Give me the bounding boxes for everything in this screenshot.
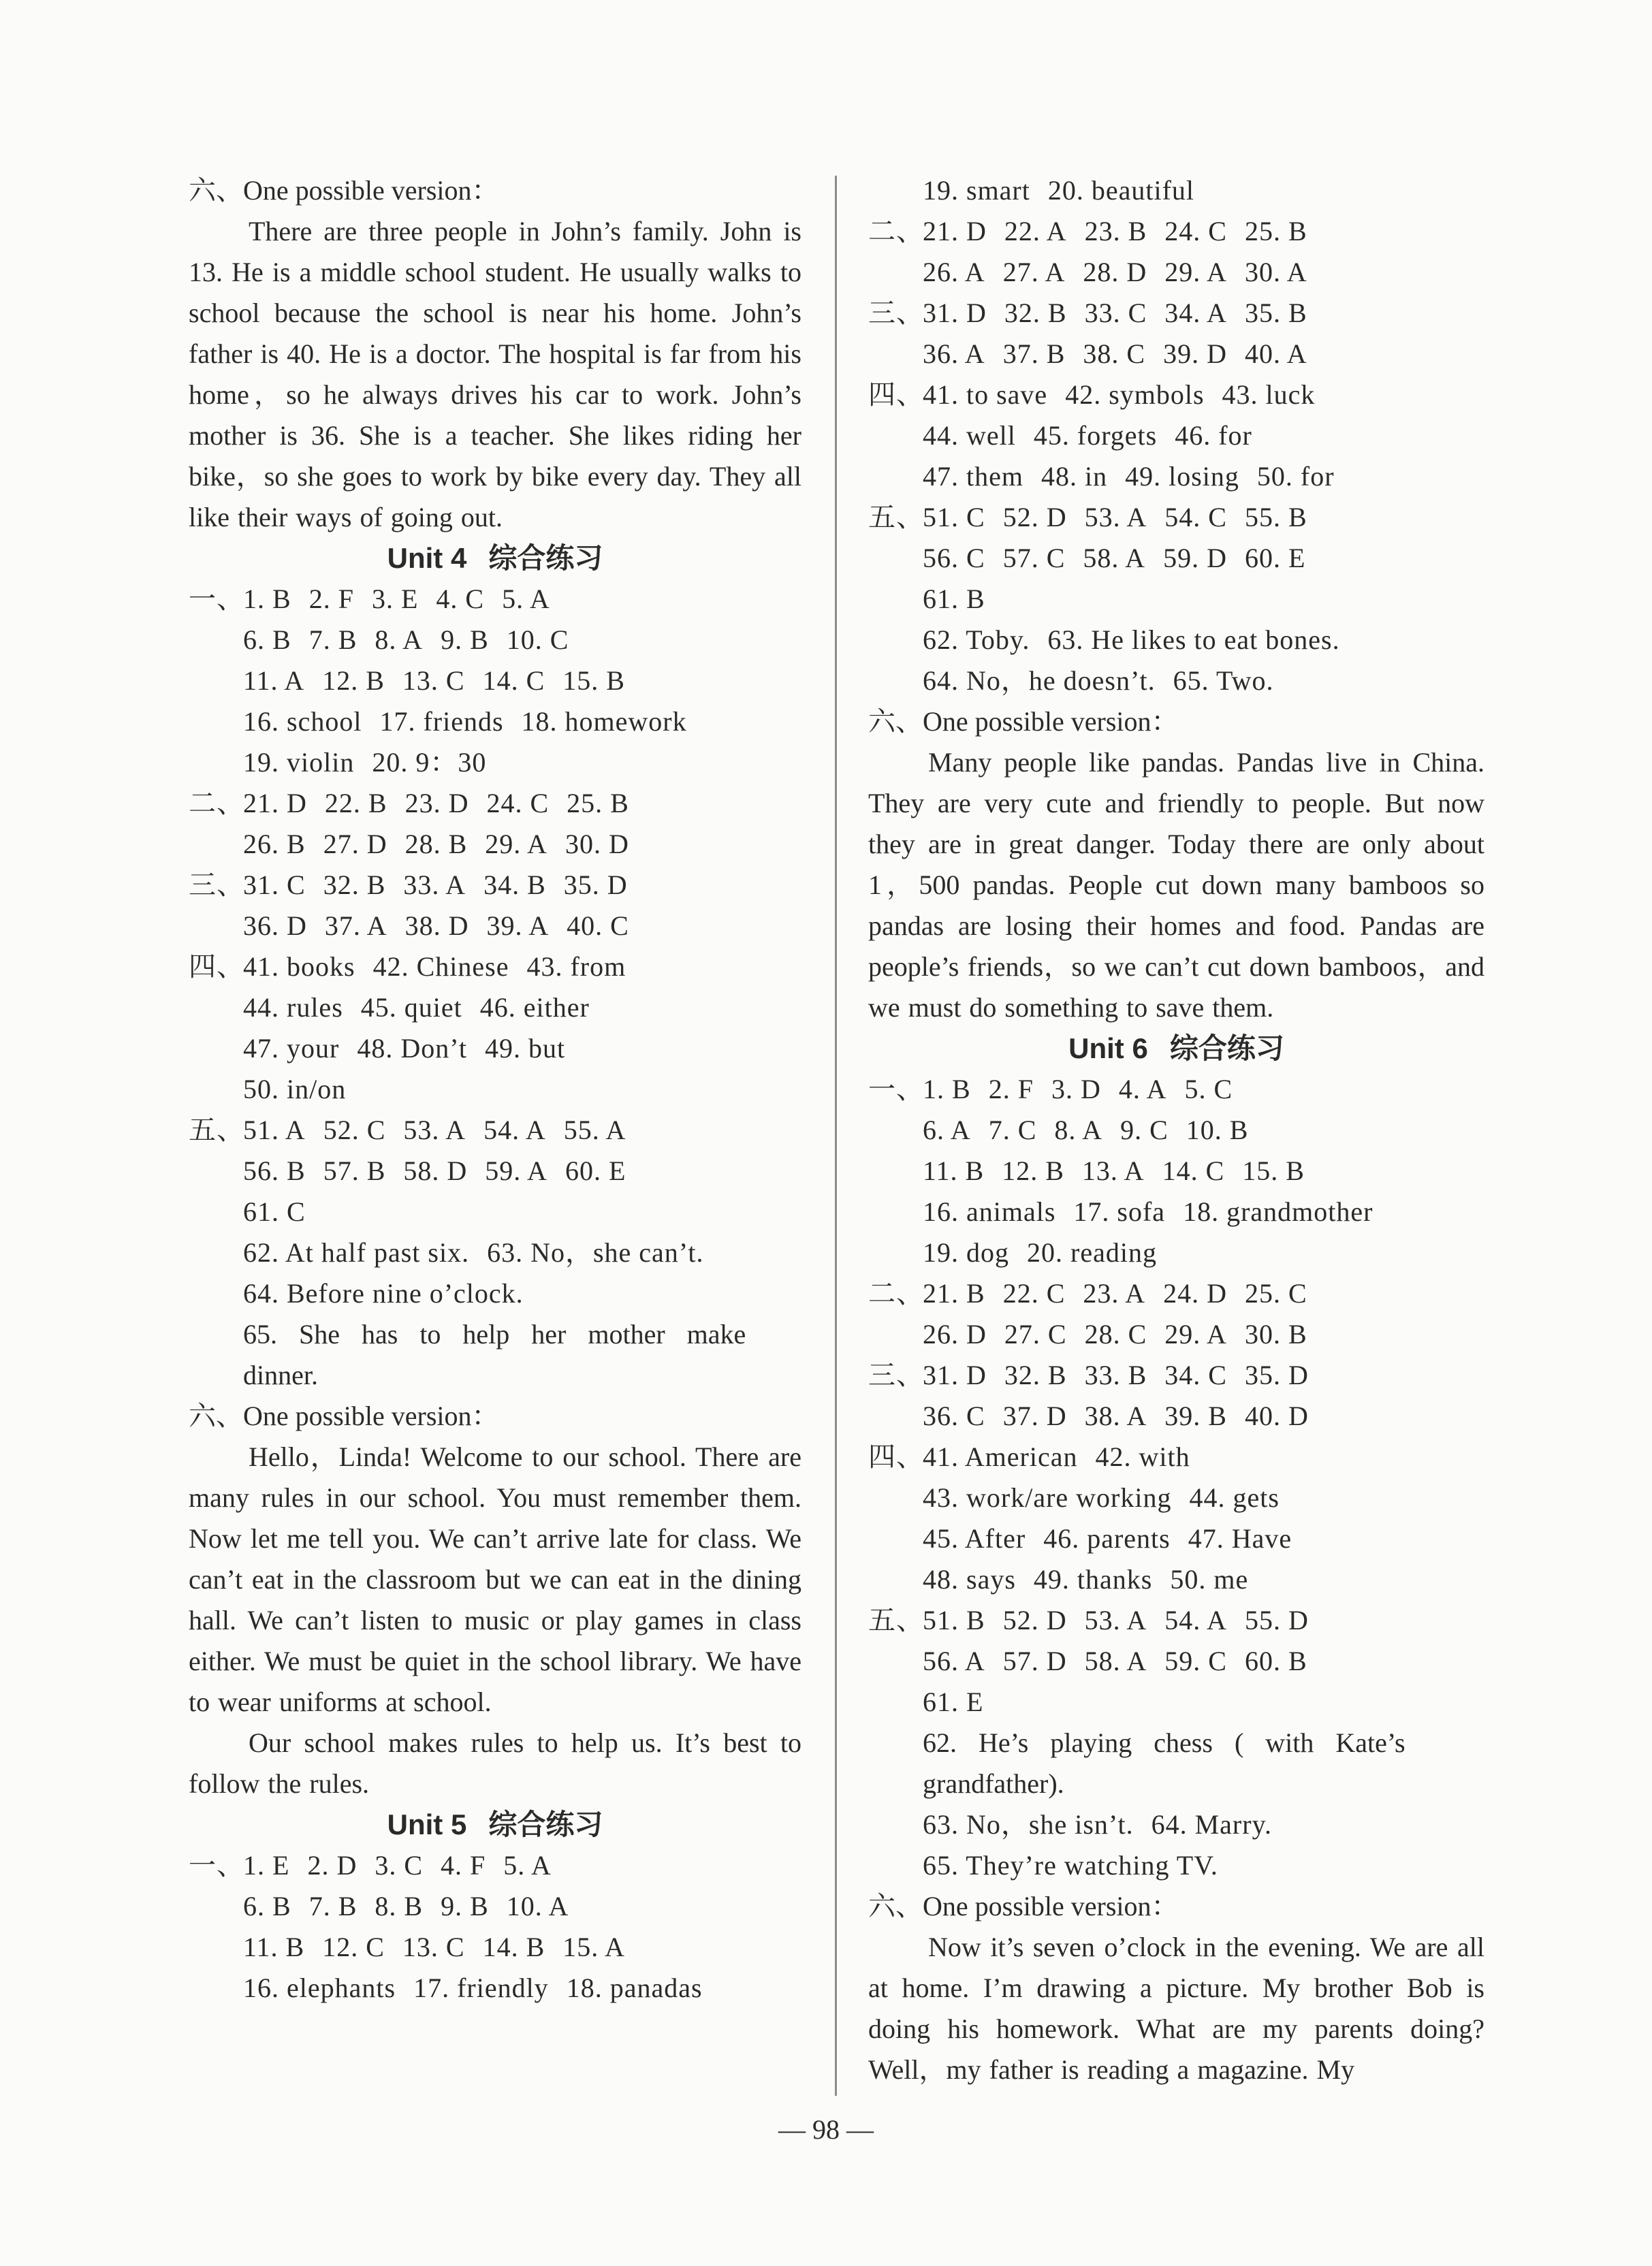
answer-line bbox=[189, 1069, 801, 1110]
answer-line bbox=[189, 742, 801, 783]
answer-item: 27. D bbox=[323, 829, 387, 859]
answer-item: 33. C bbox=[1084, 298, 1147, 328]
answer-item: 12. B bbox=[1002, 1155, 1064, 1186]
answer-item: 7. B bbox=[308, 1891, 358, 1921]
answer-item: 56. B bbox=[243, 1155, 306, 1186]
answer-line bbox=[868, 1641, 1484, 1682]
answer-line bbox=[868, 1600, 1484, 1641]
section-marker: 三、 bbox=[868, 298, 924, 328]
section-marker: 二、 bbox=[868, 1278, 924, 1309]
answer-item: 48. in bbox=[1041, 461, 1108, 492]
answer-item: 29. A bbox=[1164, 257, 1227, 287]
answer-item: 57. D bbox=[1002, 1646, 1067, 1676]
sample-essay-unit6 bbox=[868, 1927, 1484, 2090]
answer-item: 15. B bbox=[1242, 1155, 1305, 1186]
answer-item: 34. B bbox=[483, 869, 546, 900]
answer-item: 14. B bbox=[482, 1932, 545, 1962]
answer-line bbox=[868, 252, 1484, 293]
sample-essay-unit4 bbox=[189, 1437, 801, 1804]
answer-line bbox=[189, 579, 801, 620]
answer-item: 63. No，she can’t. bbox=[487, 1237, 704, 1268]
answer-item: 25. B bbox=[567, 788, 629, 818]
answer-line bbox=[868, 1559, 1484, 1600]
answer-item: 44. rules bbox=[243, 992, 343, 1023]
answer-item: 19. violin bbox=[243, 747, 355, 778]
answer-item: 37. D bbox=[1002, 1401, 1067, 1431]
answer-item: 45. After bbox=[923, 1523, 1026, 1554]
answer-item: 64. No，he doesn’t. bbox=[923, 665, 1156, 696]
answer-item: 39. D bbox=[1163, 338, 1227, 369]
answer-item: 41. American bbox=[923, 1441, 1078, 1472]
answer-line bbox=[189, 1968, 801, 2009]
section-marker: 一、 bbox=[868, 1074, 924, 1104]
answer-item: 60. B bbox=[1244, 1646, 1307, 1676]
answer-item: 11. B bbox=[923, 1155, 985, 1186]
answer-item: 35. B bbox=[1244, 298, 1307, 328]
section-6-heading: 六、One possible version： bbox=[868, 706, 1179, 737]
answer-item: 50. for bbox=[1256, 461, 1335, 492]
answer-line bbox=[868, 579, 1484, 620]
answer-item: 47. Have bbox=[1188, 1523, 1292, 1554]
answer-line bbox=[189, 1151, 801, 1192]
answer-item: 38. A bbox=[1084, 1401, 1147, 1431]
answer-item: 61. C bbox=[243, 1196, 306, 1227]
unit5-title bbox=[189, 1804, 801, 1845]
answer-line bbox=[868, 1110, 1484, 1151]
answer-item: 18. grandmother bbox=[1183, 1196, 1373, 1227]
answer-item: 62. At half past six. bbox=[243, 1237, 470, 1268]
answer-item: 41. to save bbox=[923, 379, 1048, 410]
answer-item: 63. He likes to eat bones. bbox=[1047, 624, 1340, 655]
answer-item: 10. B bbox=[1186, 1115, 1249, 1145]
answer-line bbox=[189, 783, 801, 824]
answer-item: 28. D bbox=[1083, 257, 1147, 287]
answer-item: 18. panadas bbox=[566, 1973, 703, 2003]
answer-item: 51. B bbox=[923, 1605, 985, 1635]
answer-item: 57. B bbox=[323, 1155, 386, 1186]
answer-item: 26. B bbox=[243, 829, 306, 859]
answer-line bbox=[868, 538, 1484, 579]
answer-line bbox=[868, 374, 1484, 415]
answer-item: 1. B bbox=[243, 584, 291, 614]
answer-line bbox=[868, 1232, 1484, 1273]
answer-item: 44. well bbox=[923, 420, 1016, 451]
answer-line bbox=[868, 1151, 1484, 1192]
answer-item: 9. B bbox=[441, 624, 489, 655]
answer-item: 53. A bbox=[1084, 1605, 1147, 1635]
answer-line bbox=[189, 660, 801, 701]
answer-item: 40. A bbox=[1244, 338, 1307, 369]
essay-text: Now it’s seven o’clock in the evening. We are all at home. I’m drawing a picture. My brother Bob is doing his homework. What are my parents doing? Well，my father is reading a magazine. My bbox=[868, 1932, 1484, 2085]
answer-item: 19. smart bbox=[923, 175, 1030, 206]
section-marker: 五、 bbox=[868, 1605, 924, 1635]
answer-line bbox=[868, 211, 1484, 252]
answer-item: 6. B bbox=[243, 1891, 291, 1921]
answer-line bbox=[189, 1232, 801, 1273]
answer-item: 38. D bbox=[404, 910, 469, 941]
answer-item: 51. A bbox=[243, 1115, 306, 1145]
answer-item: 59. A bbox=[485, 1155, 547, 1186]
answer-item: 27. C bbox=[1004, 1319, 1067, 1350]
answer-item: 29. A bbox=[1164, 1319, 1227, 1350]
section-marker: 五、 bbox=[868, 502, 924, 532]
answer-item: 43. work/are working bbox=[923, 1482, 1172, 1513]
answer-item: 21. D bbox=[923, 216, 987, 246]
answer-line bbox=[868, 1192, 1484, 1232]
answer-line bbox=[868, 620, 1484, 660]
answer-item: 64. Before nine o’clock. bbox=[243, 1278, 524, 1309]
answer-item: 9. B bbox=[441, 1891, 489, 1921]
answer-line bbox=[189, 1192, 801, 1232]
section-marker: 四、 bbox=[868, 379, 924, 410]
section-6-heading: 六、One possible version： bbox=[189, 1401, 499, 1431]
section-6-heading: 六、One possible version： bbox=[868, 1891, 1179, 1921]
answer-item: 41. books bbox=[243, 951, 355, 982]
answer-item: 61. B bbox=[923, 584, 985, 614]
answer-item: 16. school bbox=[243, 706, 362, 737]
answer-item: 11. B bbox=[243, 1932, 305, 1962]
answer-item: 55. A bbox=[563, 1115, 626, 1145]
answer-line bbox=[868, 1437, 1484, 1478]
answer-item: 46. parents bbox=[1043, 1523, 1171, 1554]
answer-item: 3. C bbox=[375, 1850, 424, 1881]
answer-item: 49. but bbox=[484, 1033, 566, 1064]
answer-item: 54. A bbox=[1164, 1605, 1227, 1635]
answer-line bbox=[868, 170, 1484, 211]
answer-item: 15. A bbox=[562, 1932, 625, 1962]
answer-item: 11. A bbox=[243, 665, 305, 696]
answer-item: 1. E bbox=[243, 1850, 290, 1881]
answer-item: 62. Toby. bbox=[923, 624, 1030, 655]
answer-item: 2. F bbox=[308, 584, 354, 614]
answer-item: 5. A bbox=[502, 584, 550, 614]
sample-essay-unit3 bbox=[189, 211, 801, 538]
answer-item: 28. C bbox=[1084, 1319, 1147, 1350]
answer-item: 3. D bbox=[1051, 1074, 1101, 1104]
answer-line bbox=[868, 1273, 1484, 1314]
answer-item: 35. D bbox=[1244, 1360, 1309, 1390]
essay-paragraph: Hello，Linda! Welcome to our school. There are many rules in our school. You must remember them. Now let me tell you. We can’t arrive late for class. We can’t eat in the classroom but we can eat in the dining hall. We can’t listen to music or play games in class either. We must be quiet in the school library. We have to wear uniforms at school. bbox=[189, 1441, 801, 1717]
answer-item: 35. D bbox=[563, 869, 628, 900]
answer-item: 20. beautiful bbox=[1047, 175, 1195, 206]
section-marker: 四、 bbox=[868, 1441, 924, 1472]
answer-item: 50. me bbox=[1170, 1564, 1249, 1595]
answer-item: 52. D bbox=[1002, 1605, 1067, 1635]
answer-line bbox=[189, 1110, 801, 1151]
answer-line bbox=[189, 1927, 801, 1968]
answer-line bbox=[189, 1028, 801, 1069]
answer-item: 51. C bbox=[923, 502, 985, 532]
answer-line: 62. He’s playing chess ( with Kate’s bbox=[923, 1727, 1405, 1758]
answer-item: 16. elephants bbox=[243, 1973, 396, 2003]
sample-essay-unit5 bbox=[868, 742, 1484, 1028]
answer-item: 56. A bbox=[923, 1646, 985, 1676]
answer-item: 32. B bbox=[323, 869, 386, 900]
answer-item: 22. B bbox=[324, 788, 387, 818]
answer-item: 23. A bbox=[1083, 1278, 1146, 1309]
answer-line bbox=[189, 1273, 801, 1314]
answer-item: 26. A bbox=[923, 257, 985, 287]
answer-item: 23. B bbox=[1084, 216, 1147, 246]
section-marker: 一、 bbox=[189, 1850, 244, 1881]
answer-item: 37. A bbox=[324, 910, 387, 941]
answer-item: 19. dog bbox=[923, 1237, 1009, 1268]
answer-item: 24. C bbox=[1164, 216, 1227, 246]
answer-item: 50. in/on bbox=[243, 1074, 347, 1104]
answer-item: 17. friends bbox=[379, 706, 504, 737]
answer-item: 58. A bbox=[1083, 543, 1146, 573]
answer-item: 39. A bbox=[486, 910, 550, 941]
answer-item: 14. C bbox=[1162, 1155, 1225, 1186]
answer-item: 18. homework bbox=[521, 706, 687, 737]
answer-item: 60. E bbox=[565, 1155, 626, 1186]
answer-line bbox=[189, 824, 801, 865]
answer-item: 8. A bbox=[1054, 1115, 1103, 1145]
answer-line bbox=[868, 1478, 1484, 1518]
answer-item: 46. either bbox=[479, 992, 590, 1023]
answer-item: 49. losing bbox=[1125, 461, 1239, 492]
page-number: — 98 — bbox=[778, 2114, 874, 2145]
unit6-title bbox=[868, 1028, 1484, 1069]
answer-item: 4. A bbox=[1118, 1074, 1167, 1104]
section-marker: 二、 bbox=[189, 788, 244, 818]
section-marker: 一、 bbox=[189, 584, 244, 614]
answer-line bbox=[868, 497, 1484, 538]
answer-item: 42. symbols bbox=[1065, 379, 1205, 410]
answer-line bbox=[189, 701, 801, 742]
answer-item: 36. D bbox=[243, 910, 307, 941]
answer-item: 31. C bbox=[243, 869, 306, 900]
answer-item: 43. from bbox=[526, 951, 626, 982]
answer-item: 33. A bbox=[403, 869, 466, 900]
right-column bbox=[868, 170, 1484, 2090]
answer-item: 21. B bbox=[923, 1278, 985, 1309]
answer-item: 9. C bbox=[1120, 1115, 1169, 1145]
answer-item: 53. A bbox=[403, 1115, 466, 1145]
answer-item: 33. B bbox=[1084, 1360, 1147, 1390]
answer-item: 25. B bbox=[1244, 216, 1307, 246]
section-marker: 四、 bbox=[189, 951, 244, 982]
answer-item: 58. A bbox=[1084, 1646, 1147, 1676]
answer-item: 65. They’re watching TV. bbox=[923, 1850, 1218, 1881]
answer-item: 30. B bbox=[1244, 1319, 1307, 1350]
unit-label: Unit 5 bbox=[387, 1808, 467, 1840]
answer-line bbox=[868, 1314, 1484, 1355]
answer-line bbox=[868, 1682, 1484, 1723]
answer-item: 31. D bbox=[923, 1360, 987, 1390]
answer-item: 59. C bbox=[1164, 1646, 1227, 1676]
answer-item: 32. B bbox=[1004, 298, 1067, 328]
answer-item: 15. B bbox=[562, 665, 625, 696]
answer-item: 13. C bbox=[402, 1932, 465, 1962]
answer-item: 22. C bbox=[1002, 1278, 1066, 1309]
essay-text: There are three people in John’s family. John is 13. He is a middle school student. He usually walks to school because the school is near his home. John’s father is 40. He is a doctor. The hospital is far from his home，so he always drives his car to work. John’s mother is 36. She is a teacher. She likes riding her bike，so she goes to work by bike every day. They all like their ways of going out. bbox=[189, 216, 801, 532]
answer-item: 53. A bbox=[1084, 502, 1147, 532]
unit-subtitle: 综合练习 bbox=[1169, 1032, 1284, 1064]
answer-item: 10. A bbox=[506, 1891, 569, 1921]
answer-item: 21. D bbox=[243, 788, 307, 818]
answer-item: 57. C bbox=[1002, 543, 1066, 573]
answer-item: 42. with bbox=[1095, 1441, 1190, 1472]
answer-line bbox=[868, 456, 1484, 497]
answer-item: 26. D bbox=[923, 1319, 987, 1350]
answer-item: 4. F bbox=[441, 1850, 486, 1881]
answer-line bbox=[189, 1845, 801, 1886]
answer-item: 4. C bbox=[436, 584, 485, 614]
unit-label: Unit 4 bbox=[387, 542, 467, 574]
answer-item: 43. luck bbox=[1222, 379, 1316, 410]
answer-line bbox=[868, 334, 1484, 374]
answer-item: 45. forgets bbox=[1033, 420, 1158, 451]
section-6-heading: 六、One possible version： bbox=[189, 175, 499, 206]
answer-item: 55. D bbox=[1244, 1605, 1309, 1635]
answer-item: 39. B bbox=[1164, 1401, 1227, 1431]
answer-item: 64. Marry. bbox=[1151, 1809, 1272, 1840]
answer-item: 56. C bbox=[923, 543, 985, 573]
answer-item: 42. Chinese bbox=[372, 951, 509, 982]
section-marker: 二、 bbox=[868, 216, 924, 246]
answer-line bbox=[189, 906, 801, 946]
answer-item: 2. F bbox=[988, 1074, 1034, 1104]
unit-subtitle: 综合练习 bbox=[488, 542, 603, 574]
unit4-title bbox=[189, 538, 801, 579]
answer-item: 8. A bbox=[375, 624, 424, 655]
answer-item: 25. C bbox=[1244, 1278, 1307, 1309]
answer-item: 38. C bbox=[1083, 338, 1146, 369]
answer-item: 61. E bbox=[923, 1687, 984, 1717]
answer-item: 24. C bbox=[486, 788, 550, 818]
answer-line bbox=[868, 415, 1484, 456]
answer-item: 14. C bbox=[482, 665, 545, 696]
unit-subtitle: 综合练习 bbox=[488, 1808, 603, 1840]
answer-item: 10. C bbox=[506, 624, 569, 655]
answer-item: 48. Don’t bbox=[357, 1033, 467, 1064]
answer-line bbox=[868, 1355, 1484, 1396]
answer-line bbox=[868, 1069, 1484, 1110]
answer-item: 17. sofa bbox=[1073, 1196, 1166, 1227]
answer-item: 31. D bbox=[923, 298, 987, 328]
answer-item: 46. for bbox=[1175, 420, 1252, 451]
answer-item: 65. Two. bbox=[1173, 665, 1274, 696]
answer-line bbox=[868, 1845, 1484, 1886]
column-divider bbox=[835, 176, 837, 2096]
answer-item: 27. A bbox=[1002, 257, 1066, 287]
answer-item: 55. B bbox=[1244, 502, 1307, 532]
answer-item: 36. A bbox=[923, 338, 985, 369]
unit-label: Unit 6 bbox=[1068, 1032, 1148, 1064]
answer-item: 28. B bbox=[404, 829, 468, 859]
answer-line bbox=[868, 1518, 1484, 1559]
answer-item: 49. thanks bbox=[1033, 1564, 1153, 1595]
answer-line: dinner. bbox=[243, 1360, 318, 1390]
answer-item: 2. D bbox=[307, 1850, 358, 1881]
answer-item: 20. reading bbox=[1027, 1237, 1157, 1268]
section-marker: 三、 bbox=[189, 869, 244, 900]
answer-item: 52. C bbox=[323, 1115, 386, 1145]
answer-item: 29. A bbox=[485, 829, 547, 859]
answer-item: 37. B bbox=[1002, 338, 1066, 369]
answer-line bbox=[868, 1396, 1484, 1437]
answer-item: 52. D bbox=[1002, 502, 1067, 532]
answer-item: 30. A bbox=[1244, 257, 1307, 287]
answer-item: 40. C bbox=[567, 910, 629, 941]
answer-item: 5. A bbox=[503, 1850, 552, 1881]
answer-item: 20. 9：30 bbox=[372, 747, 487, 778]
answer-item: 8. B bbox=[375, 1891, 424, 1921]
answer-item: 47. your bbox=[243, 1033, 340, 1064]
answer-line bbox=[189, 946, 801, 987]
answer-item: 12. C bbox=[322, 1932, 385, 1962]
answer-item: 40. D bbox=[1244, 1401, 1309, 1431]
essay-text: Many people like pandas. Pandas live in China. They are very cute and friendly to people. But now they are in great danger. Today there are only about 1，500 pandas. People cut down many bamboos so pandas are losing their homes and food. Pandas are people’s friends，so we can’t cut down bamboos，and we must do something to save them. bbox=[868, 747, 1484, 1023]
answer-item: 7. B bbox=[308, 624, 358, 655]
answer-item: 16. animals bbox=[923, 1196, 1056, 1227]
section-marker: 五、 bbox=[189, 1115, 244, 1145]
answer-item: 13. A bbox=[1081, 1155, 1145, 1186]
answer-item: 60. E bbox=[1244, 543, 1306, 573]
answer-item: 47. them bbox=[923, 461, 1023, 492]
answer-item: 48. says bbox=[923, 1564, 1016, 1595]
answer-line bbox=[189, 1886, 801, 1927]
answer-item: 44. gets bbox=[1189, 1482, 1280, 1513]
answer-item: 13. C bbox=[402, 665, 465, 696]
answer-line bbox=[189, 987, 801, 1028]
answer-item: 5. C bbox=[1184, 1074, 1233, 1104]
answer-item: 23. D bbox=[404, 788, 469, 818]
answer-item: 58. D bbox=[403, 1155, 468, 1186]
answer-item: 7. C bbox=[988, 1115, 1037, 1145]
answer-item: 59. D bbox=[1163, 543, 1227, 573]
answer-item: 6. B bbox=[243, 624, 291, 655]
section-marker: 三、 bbox=[868, 1360, 924, 1390]
answer-item: 34. A bbox=[1164, 298, 1227, 328]
answer-line bbox=[868, 660, 1484, 701]
answer-item: 3. E bbox=[371, 584, 419, 614]
answer-item: 36. C bbox=[923, 1401, 985, 1431]
answer-item: 54. C bbox=[1164, 502, 1227, 532]
answer-item: 12. B bbox=[322, 665, 385, 696]
answer-line: grandfather). bbox=[923, 1768, 1064, 1799]
answer-line bbox=[868, 293, 1484, 334]
answer-line bbox=[868, 1804, 1484, 1845]
answer-item: 30. D bbox=[565, 829, 629, 859]
answer-item: 45. quiet bbox=[360, 992, 462, 1023]
answer-item: 1. B bbox=[923, 1074, 971, 1104]
essay-paragraph: Our school makes rules to help us. It’s best to follow the rules. bbox=[189, 1727, 801, 1799]
answer-line: 65. She has to help her mother make bbox=[243, 1319, 746, 1350]
answer-item: 24. D bbox=[1163, 1278, 1227, 1309]
answer-item: 6. A bbox=[923, 1115, 971, 1145]
answer-item: 54. A bbox=[483, 1115, 546, 1145]
answer-item: 32. B bbox=[1004, 1360, 1067, 1390]
answer-item: 22. A bbox=[1004, 216, 1067, 246]
answer-item: 34. C bbox=[1164, 1360, 1227, 1390]
answer-line bbox=[189, 865, 801, 906]
answer-line bbox=[189, 620, 801, 660]
answer-item: 17. friendly bbox=[413, 1973, 549, 2003]
left-column bbox=[189, 170, 801, 2009]
answer-item: 63. No，she isn’t. bbox=[923, 1809, 1134, 1840]
